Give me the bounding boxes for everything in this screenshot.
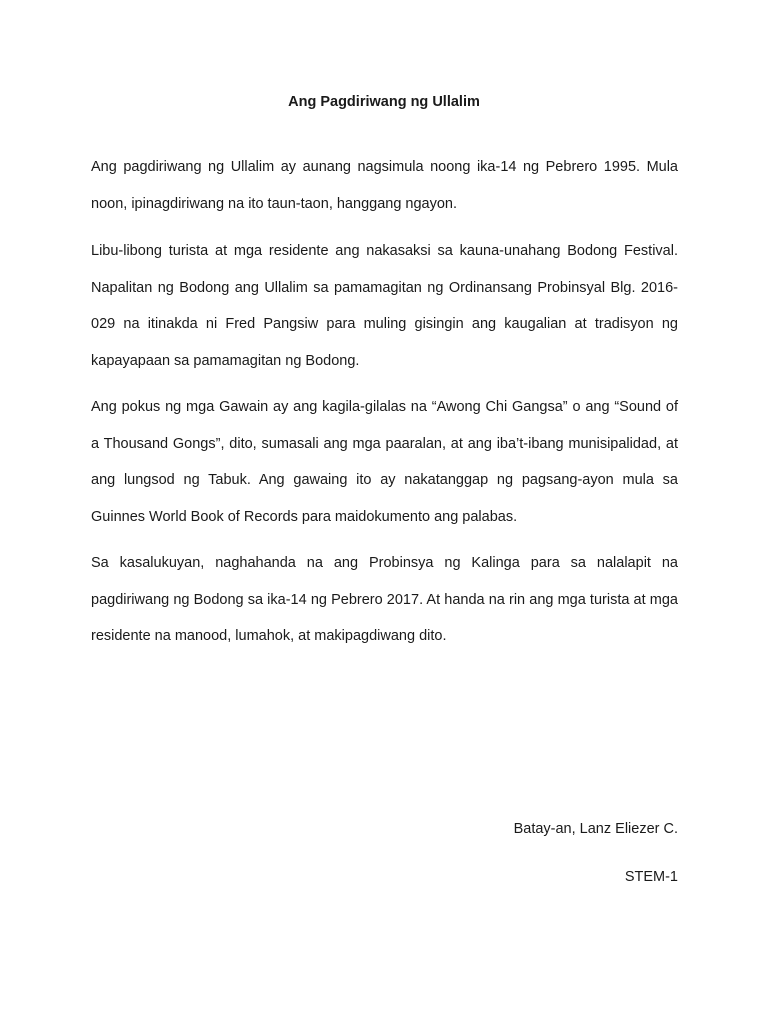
document-title: Ang Pagdiriwang ng Ullalim [288,94,480,110]
paragraph-4: Sa kasalukuyan, naghahanda na ang Probinsya ng Kalinga para sa nalalapit na pagdiriwang ng Bodong sa ika-14 ng Pebrero 2017. At handa na rin ang mga turista at mga residente na manood, lumahok, at makipagdiwang dito. [91,555,678,644]
paragraph-1: Ang pagdiriwang ng Ullalim ay aunang nagsimula noong ika-14 ng Pebrero 1995. Mula noon, ipinagdiriwang na ito taun-taon, hanggang ngayon. [91,159,678,212]
paragraph-3: Ang pokus ng mga Gawain ay ang kagila-gilalas na “Awong Chi Gangsa” o ang “Sound of a Thousand Gongs”, dito, sumasali ang mga paaralan, at ang iba’t-ibang munisipalidad, at ang lungsod ng Tabuk. Ang gawaing ito ay nakatanggap ng pagsang-ayon mula sa Guinnes World Book of Records para maidokumento ang palabas. [91,399,678,525]
section-label: STEM-1 [624,869,678,885]
author-name: Batay-an, Lanz Eliezer C. [513,821,678,837]
paragraph-2: Libu-libong turista at mga residente ang nakasaksi sa kauna-unahang Bodong Festival. Napalitan ng Bodong ang Ullalim sa pamamagitan ng Ordinansang Probinsyal Blg. 2016-029 na itinakda ni Fred Pangsiw para muling gisingin ang kaugalian at tradisyon ng kapayapaan sa pamamagitan ng Bodong. [91,243,678,369]
